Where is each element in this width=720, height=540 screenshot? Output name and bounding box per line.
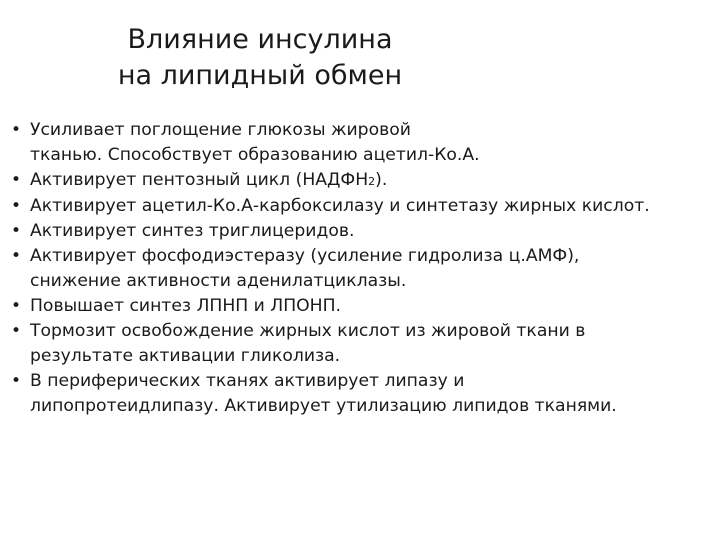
bullet-text: Усиливает поглощение глюкозы жировой <box>30 120 411 140</box>
bullet-icon: • <box>10 196 22 216</box>
bullet-text: Активирует синтез триглицеридов. <box>30 221 355 241</box>
bullet-text: В периферических тканях активирует липазу и <box>30 371 465 391</box>
bullet-item <box>0 219 720 244</box>
slide-title-line-1: Влияние инсулина <box>127 24 393 56</box>
bullet-text-prefix: Активирует пентозный цикл (НАДФН <box>30 170 369 190</box>
bullet-text: липопротеидлипазу. Активирует утилизацию липидов тканями. <box>30 396 617 416</box>
bullet-text: снижение активности аденилатциклазы. <box>30 271 407 291</box>
bullet-item <box>0 118 720 168</box>
bullet-icon: • <box>10 246 22 266</box>
slide-title-line-2: на липидный обмен <box>117 60 403 92</box>
bullet-item <box>0 319 720 369</box>
bullet-text: результате активации гликолиза. <box>30 346 341 366</box>
bullet-icon: • <box>10 296 22 316</box>
subscript-text: 2 <box>368 175 376 188</box>
bullet-text: Повышает синтез ЛПНП и ЛПОНП. <box>30 296 341 316</box>
bullet-icon: • <box>10 321 22 341</box>
bullet-text: Активирует ацетил-Ко.А-карбоксилазу и синтетазу жирных кислот. <box>30 196 650 216</box>
bullet-item <box>0 168 720 194</box>
bullet-text <box>30 168 720 194</box>
bullet-text: Активирует фосфодиэстеразу (усиление гидролиза ц.АМФ), <box>30 246 580 266</box>
bullet-icon: • <box>10 221 22 241</box>
bullet-text-suffix: ). <box>375 170 388 190</box>
bullet-item <box>0 294 720 319</box>
bullet-icon: • <box>10 371 22 391</box>
bullet-icon: • <box>10 170 22 190</box>
bullet-text: Тормозит освобождение жирных кислот из жировой ткани в <box>30 321 586 341</box>
bullet-item <box>0 369 720 419</box>
bullet-list <box>0 118 720 419</box>
slide-title <box>90 22 430 94</box>
bullet-item <box>0 194 720 219</box>
bullet-text: тканью. Способствует образованию ацетил-Ко.А. <box>30 145 480 165</box>
bullet-icon: • <box>10 120 22 140</box>
bullet-item <box>0 244 720 294</box>
